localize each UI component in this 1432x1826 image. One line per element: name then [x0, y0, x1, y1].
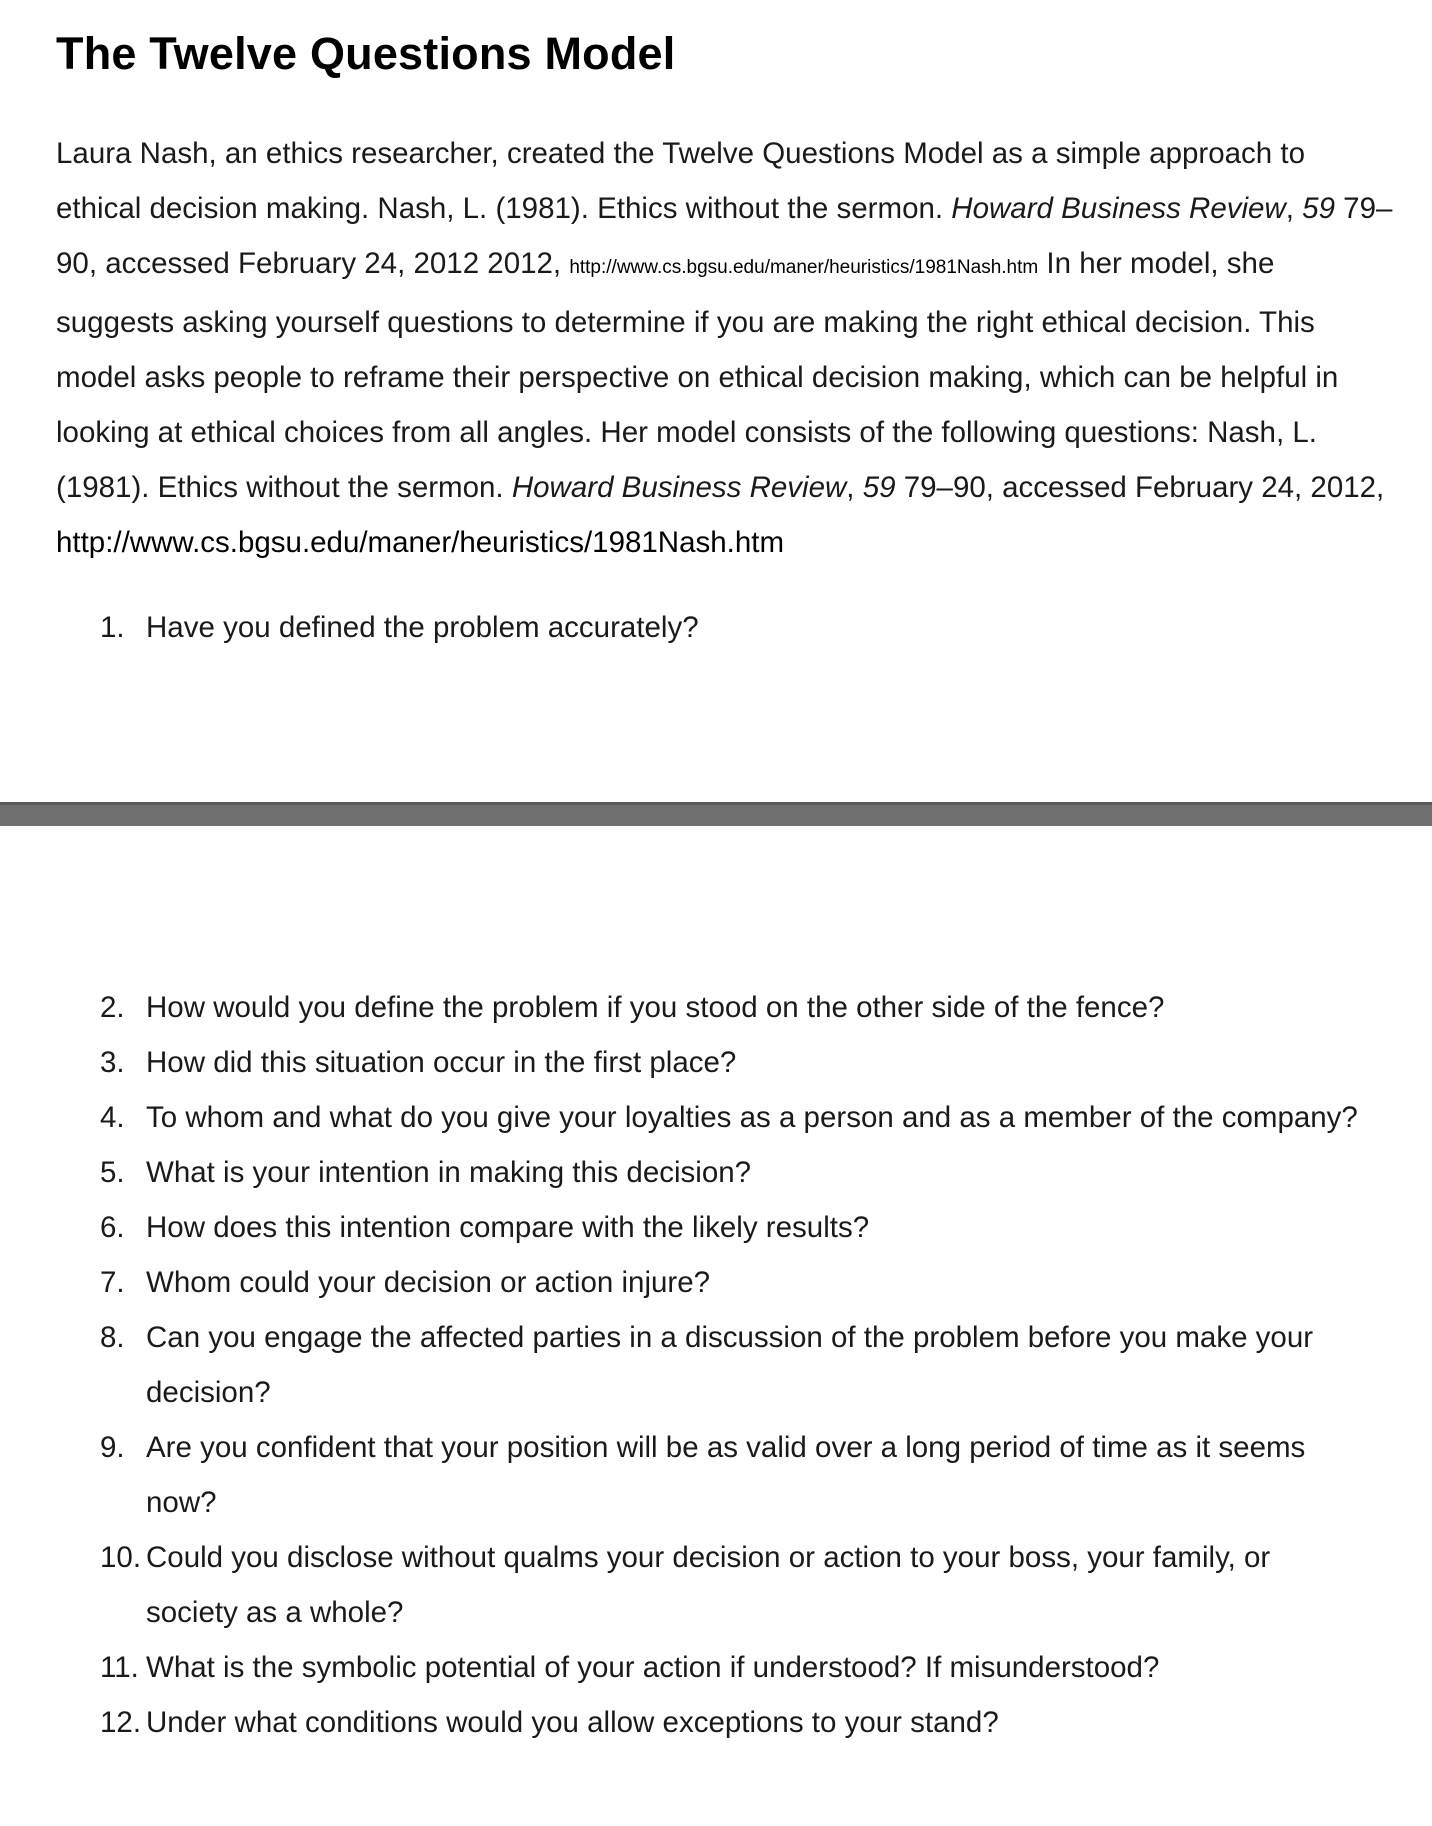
questions-list-part-1: [0, 600, 1432, 655]
reference-link-1[interactable]: http://www.cs.bgsu.edu/maner/heuristics/1981Nash.htm: [569, 257, 1039, 278]
intro-text-4: 79–90, accessed February 24, 2012,: [895, 471, 1385, 504]
question-text: Whom could your decision or action injure?: [146, 1266, 711, 1299]
list-item: [0, 1530, 1432, 1640]
question-text: To whom and what do you give your loyalties as a person and as a member of the company?: [146, 1101, 1358, 1134]
list-item: [0, 1695, 1432, 1750]
question-number: 1.: [100, 611, 125, 644]
reference-link-2[interactable]: http://www.cs.bgsu.edu/maner/heuristics/1981Nash.htm: [56, 526, 785, 559]
document-page-1: [0, 0, 1432, 802]
question-text: Can you engage the affected parties in a discussion of the problem before you make your decision?: [146, 1321, 1314, 1409]
page-break-shadow: [0, 802, 1432, 805]
question-number: 11.: [100, 1651, 139, 1684]
question-number: 12.: [100, 1706, 142, 1739]
question-number: 9.: [100, 1431, 125, 1464]
question-number: 8.: [100, 1321, 125, 1354]
intro-text-2: 79–90, accessed February 24, 2012 2012,: [56, 192, 1393, 280]
questions-list-part-2: [0, 980, 1432, 1750]
question-text: Are you confident that your position will be as valid over a long period of time as it seems now?: [146, 1431, 1306, 1519]
question-text: Under what conditions would you allow exceptions to your stand?: [146, 1706, 999, 1739]
list-item: [0, 1640, 1432, 1695]
journal-title-1: Howard Business Review: [951, 192, 1286, 225]
volume-1: 59: [1302, 192, 1335, 225]
question-text: How did this situation occur in the first place?: [146, 1046, 737, 1079]
list-item: [0, 1090, 1432, 1145]
question-text: How does this intention compare with the likely results?: [146, 1211, 870, 1244]
journal-title-2: Howard Business Review: [511, 471, 847, 504]
list-item: [0, 1145, 1432, 1200]
question-text: How would you define the problem if you stood on the other side of the fence?: [146, 991, 1165, 1024]
list-item: [0, 1200, 1432, 1255]
question-text: Could you disclose without qualms your decision or action to your boss, your family, or society as a whole?: [146, 1541, 1271, 1629]
question-text: What is the symbolic potential of your action if understood? If misunderstood?: [146, 1651, 1160, 1684]
page-title: The Twelve Questions Model: [56, 28, 676, 79]
question-number: 3.: [100, 1046, 125, 1079]
question-text: Have you defined the problem accurately?: [146, 611, 699, 644]
intro-text-1: Laura Nash, an ethics researcher, created the Twelve Questions Model as a simple approach to ethical decision making. Nash, L. (1981). Ethics without the sermon.: [56, 137, 1305, 225]
list-item: [0, 1255, 1432, 1310]
question-number: 6.: [100, 1211, 125, 1244]
question-number: 7.: [100, 1266, 125, 1299]
list-item: [0, 1310, 1432, 1420]
question-number: 2.: [100, 991, 125, 1024]
list-item: [0, 600, 1432, 655]
volume-2: 59: [862, 471, 896, 504]
list-item: [0, 980, 1432, 1035]
list-item: [0, 1035, 1432, 1090]
question-number: 4.: [100, 1101, 125, 1134]
intro-paragraph: [56, 126, 1396, 570]
intro-sep-2: ,: [846, 471, 863, 504]
page-break-divider: [0, 802, 1432, 826]
intro-sep-1: ,: [1285, 192, 1303, 225]
question-text: What is your intention in making this decision?: [146, 1156, 752, 1189]
list-item: [0, 1420, 1432, 1530]
intro-text-3: In her model, she suggests asking yourself questions to determine if you are making the right ethical decision. This model asks people to reframe their perspective on ethical decision making, which can be helpful in looking at ethical choices from all angles. Her model consists of the following questions: Nash, L. (1981). Ethics without the sermon.: [56, 247, 1339, 504]
question-number: 5.: [100, 1156, 125, 1189]
question-number: 10.: [100, 1541, 142, 1574]
